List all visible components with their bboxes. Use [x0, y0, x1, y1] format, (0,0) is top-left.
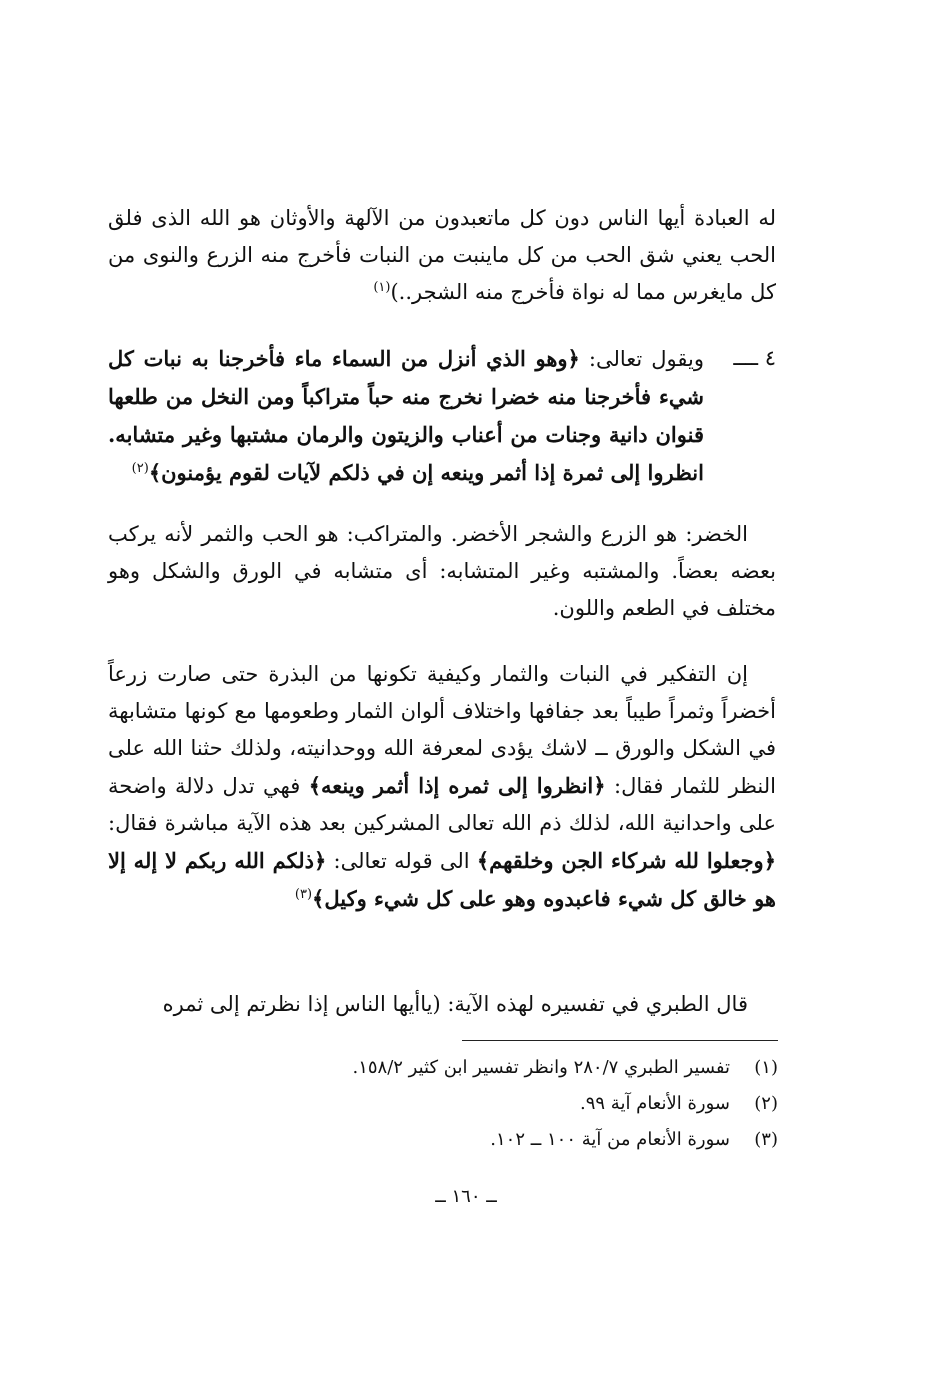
- footnote-item: [200, 1122, 778, 1158]
- footnote-text: سورة الأنعام من آية ١٠٠ ــ ١٠٢.: [490, 1129, 730, 1150]
- quran-verse-2: ﴿انظروا إلى ثمره إذا أثمر وينعه﴾: [308, 773, 606, 798]
- footnote-ref-3: (٣): [294, 887, 313, 902]
- quran-verse-4: ﴿ذلكم الله ربكم لا إله إلا هو خالق كل شيء فاعبدوه وهو على كل شيء وكيل﴾: [108, 848, 776, 911]
- footnote-number: (١): [754, 1057, 778, 1078]
- paragraph-1-text: له العبادة أيها الناس دون كل ماتعبدون من الآلهة والأوثان هو الله الذى فلق الحب يعني شق الحب من كل ماينبت من النبات فأخرج منه الزرع والنوى من كل مايغرس مما له نواة فأخرج منه الشجر..): [108, 206, 776, 304]
- paragraph-5-text: قال الطبري في تفسيره لهذه الآية: (ياأيها الناس إذا نظرتم إلى ثمره: [162, 992, 748, 1016]
- paragraph-3: [108, 516, 776, 627]
- paragraph-4: [108, 656, 776, 918]
- paragraph-5: [108, 986, 776, 1023]
- paragraph-4-part-c: الى قوله تعالى:: [326, 849, 477, 873]
- paragraph-4-part-b: فهي تدل دلالة واضحة على واحدانية الله، لذلك ذم الله تعالى المشركين بعد هذه الآية مباشرة فقال:: [108, 774, 776, 835]
- paragraph-4-part-a: إن التفكير في النبات والثمار وكيفية تكونها من البذرة حتى صارت زرعاً أخضراً وثمراً طيباً بعد جفافها واختلاف ألوان الثمار وطعومها مع كونها متشابهة في الشكل والورق ــ لاشك يؤدى لمعرفة الله ووحدانيته، ولذلك حثنا الله على النظر للثمار فقال:: [108, 662, 777, 798]
- footnotes-list: [200, 1050, 778, 1158]
- item-number-4: ٤ ــــ: [733, 346, 776, 370]
- paragraph-1: [108, 200, 776, 311]
- footnote-number: (٣): [754, 1129, 778, 1150]
- footnote-number: (٢): [754, 1093, 778, 1114]
- footnote-item: [200, 1050, 778, 1086]
- footnote-ref-2: (٢): [131, 461, 149, 476]
- paragraph-item-4: [108, 340, 704, 492]
- paragraph-3-text: الخضر: هو الزرع والشجر الأخضر. والمتراكب: هو الحب والثمر لأنه يركب بعضه بعضاً. والمشتبه وغير المتشابه: أى متشابه في الورق والشكل وهو مختلف في الطعم واللون.: [108, 522, 776, 620]
- footnote-text: تفسير الطبري ٢٨٠/٧ وانظر تفسير ابن كثير ١٥٨/٢.: [352, 1057, 730, 1078]
- footnote-text: سورة الأنعام آية ٩٩.: [580, 1093, 730, 1114]
- footnote-item: [200, 1086, 778, 1122]
- page-number: ــ ١٦٠ ــ: [435, 1186, 497, 1207]
- item-4-intro: ويقول تعالى:: [579, 347, 704, 371]
- footnote-ref-1: (١): [373, 280, 391, 295]
- footnote-divider: [462, 1040, 778, 1041]
- quran-verse-3: ﴿وجعلوا لله شركاء الجن وخلقهم﴾: [476, 848, 777, 873]
- quran-verse-1: ﴿وهو الذي أنزل من السماء ماء فأخرجنا به نبات كل شيء فأخرجنا منه خضرا نخرج منه حباً متراكباً ومن النخل من طلعها قنوان دانية وجنات من أعناب والزيتون والرمان مشتبها وغير متشابه. انظروا إلى ثمرة إذا أثمر وينعه إن في ذلكم لآيات لقوم يؤمنون﴾: [108, 346, 704, 485]
